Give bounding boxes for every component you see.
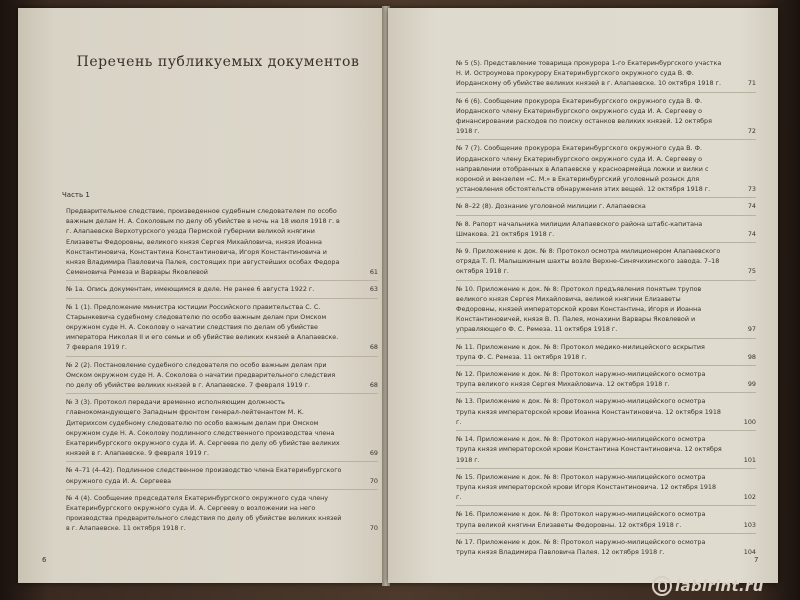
page-number-right: 7 bbox=[754, 556, 759, 564]
toc-entry-page: 68 bbox=[369, 343, 378, 352]
toc-entry bbox=[456, 342, 756, 362]
toc-separator bbox=[66, 461, 378, 462]
toc-separator bbox=[456, 505, 756, 506]
toc-separator bbox=[66, 356, 378, 357]
toc-entry bbox=[456, 143, 756, 194]
toc-entry bbox=[456, 284, 756, 335]
toc-separator bbox=[456, 468, 756, 469]
toc-entry-page: 75 bbox=[747, 267, 756, 276]
toc-separator bbox=[456, 197, 756, 198]
toc-separator bbox=[456, 242, 756, 243]
toc-separator bbox=[66, 489, 378, 490]
toc-entry-page: 100 bbox=[743, 417, 756, 426]
toc-entry-text: № 8. Рапорт начальника милиции Алапаевского района штабс-капитана Шмакова. 21 октября 1918 г. bbox=[456, 219, 703, 238]
toc-separator bbox=[456, 280, 756, 281]
toc-entry-page: 68 bbox=[369, 381, 378, 390]
toc-entry-text: № 11. Приложение к док. № 8: Протокол медико-милицейского вскрытия трупа Ф. С. Ремеза. 11 октября 1918 г. bbox=[456, 342, 705, 361]
right-page bbox=[388, 8, 778, 583]
toc-entry-page: 73 bbox=[747, 185, 756, 194]
toc-entry-text: № 1 (1). Предложение министра юстиции Российского правительства С. С. Старынкевича судебному следователю по особо важным делам при Омском окружном суде Н. А. Соколову о начатии следствия по делам об убийстве императора Николая II и его семьи и об убийстве великих князей в Алапаевске. 7 февраля 1919 г. bbox=[66, 302, 339, 352]
labirint-logo bbox=[652, 576, 764, 596]
toc-entry-page: 72 bbox=[747, 127, 756, 136]
toc-entry bbox=[456, 396, 756, 427]
page-number-left: 6 bbox=[42, 556, 47, 564]
toc-entry-text: № 13. Приложение к док. № 8: Протокол наружно-милицейского осмотра трупа князя императорской крови Иоанна Константиновича. 12 октября 1918 г. bbox=[456, 397, 721, 426]
toc-separator bbox=[456, 392, 756, 393]
toc-separator bbox=[456, 92, 756, 93]
toc-entry-text: № 2 (2). Постановление судебного следователя по особо важным делам при Омском окружном суде Н. А. Соколова о начатии предварительного следствия по делу об убийстве великих князей в г. Алапаевске. 7 февраля 1919 г. bbox=[66, 360, 336, 390]
toc-entry bbox=[66, 284, 378, 294]
toc-entry bbox=[456, 246, 756, 277]
toc-left-column bbox=[66, 206, 378, 537]
toc-entry-page: 104 bbox=[743, 547, 756, 556]
toc-entry-text: № 15. Приложение к док. № 8: Протокол наружно-милицейского осмотра трупа князя императорской крови Игоря Константиновича. 12 октября 1918 г. bbox=[456, 472, 717, 502]
toc-entry bbox=[66, 360, 378, 391]
toc-entry-text: № 8–22 (8). Дознание уголовной милиции г. Алапаевска bbox=[456, 202, 646, 211]
toc-entry-text: № 4–71 (4–42). Подлинное следственное производство члена Екатеринбургского окружного суда И. А. Сергеева bbox=[66, 466, 342, 485]
toc-entry-text: Предварительное следствие, произведенное судебным следователем по особо важным делам Н. А. Соколовым по делу об убийстве в ночь на 18 июля 1918 г. в г. Алапаевске Верхотурского уезда Пермской губернии великой княгини Елизаветы Федоровны, великого князя Сергея Михайловича, князя Иоанна Константиновича, Константина Константиновича, Игоря Константиновича и князя Владимира Павловича Палея, состоящих при августейших особах Федора Семеновича Ремеза и Варвары Яковлевой bbox=[66, 207, 340, 277]
watermark-text: labirint.ru bbox=[675, 577, 764, 595]
toc-entry bbox=[66, 397, 378, 458]
toc-separator bbox=[456, 215, 756, 216]
toc-separator bbox=[66, 298, 378, 299]
toc-entry-text: № 7 (7). Сообщение прокурора Екатеринбургского окружного суда В. Ф. Иорданского члену Екатеринбургского окружного суда И. А. Сергееву о направлении отобранных в Алапаевске у красноармейца ложки и вилки с короной и вензелем «С. М.» в Екатеринбургский уголовный розыск для установления обстоятельств обнаружения этих вещей. 12 октября 1918 г. bbox=[456, 144, 711, 194]
toc-entry bbox=[66, 493, 378, 534]
toc-entry bbox=[456, 58, 756, 89]
toc-entry-page: 61 bbox=[369, 268, 378, 277]
toc-entry-page: 97 bbox=[747, 325, 756, 334]
toc-entry-text: № 14. Приложение к док. № 8: Протокол наружно-милицейского осмотра трупа князя императорской крови Константина Константиновича. 12 октября 1918 г. bbox=[456, 435, 722, 464]
toc-entry-page: 101 bbox=[743, 455, 756, 464]
toc-entry-text: № 12. Приложение к док. № 8: Протокол наружно-милицейского осмотра трупа великого князя Сергея Михайловича. 12 октября 1918 г. bbox=[456, 370, 706, 389]
toc-entry bbox=[456, 96, 756, 137]
toc-entry-text: № 17. Приложение к док. № 8: Протокол наружно-милицейского осмотра трупа князя Владимира Павловича Палея. 12 октября 1918 г. bbox=[456, 537, 706, 556]
toc-entry bbox=[456, 201, 756, 211]
toc-entry-page: 103 bbox=[743, 520, 756, 529]
toc-entry bbox=[66, 206, 378, 277]
part-label: Часть 1 bbox=[62, 191, 90, 199]
toc-entry-page: 98 bbox=[747, 352, 756, 361]
toc-separator bbox=[456, 533, 756, 534]
toc-separator bbox=[456, 430, 756, 431]
toc-separator bbox=[66, 393, 378, 394]
toc-entry-text: № 16. Приложение к док. № 8: Протокол наружно-милицейского осмотра трупа великой княгини Елизаветы Федоровны. 12 октября 1918 г. bbox=[456, 510, 706, 529]
toc-entry-page: 102 bbox=[743, 493, 756, 502]
toc-entry-page: 69 bbox=[369, 449, 378, 458]
toc-entry-page: 70 bbox=[369, 476, 378, 485]
toc-entry-text: № 1а. Опись документам, имеющимся в деле. Не ранее 6 августа 1922 г. bbox=[66, 285, 315, 294]
toc-separator bbox=[456, 365, 756, 366]
toc-separator bbox=[456, 139, 756, 140]
toc-entry-page: 74 bbox=[747, 202, 756, 211]
toc-entry-text: № 9. Приложение к док. № 8: Протокол осмотра милиционером Алапаевского отряда Т. П. Малышкиным шахты возле Верхне-Синячихинского завода. 7–18 октября 1918 г. bbox=[456, 247, 721, 276]
toc-entry bbox=[456, 219, 756, 239]
toc-entry-text: № 5 (5). Представление товарища прокурора 1-го Екатеринбургского участка Н. И. Остроумова прокурору Екатеринбургского окружного суда В. Ф. Иорданскому об убийстве великих князей в г. Алапаевске. 10 октября 1918 г. bbox=[456, 59, 722, 88]
page-title: Перечень публикуемых документов bbox=[76, 54, 360, 70]
toc-entry-text: № 3 (3). Протокол передачи временно исполняющим должность главнокомандующего Западным фронтом генерал-лейтенантом М. К. Дитерихсом судебному следователю по особо важным делам при Омском окружном суде Н. А. Соколову подлинного следственного производства члена Екатеринбургского окружного суда И. А. Сергеева по делу об убийстве великих князей в г. Алапаевске. 9 февраля 1919 г. bbox=[66, 398, 340, 458]
toc-entry-page: 74 bbox=[747, 229, 756, 238]
toc-entry bbox=[456, 472, 756, 503]
toc-separator bbox=[66, 280, 378, 281]
toc-separator bbox=[456, 338, 756, 339]
toc-entry-page: 63 bbox=[369, 285, 378, 294]
toc-entry bbox=[66, 465, 378, 485]
toc-entry bbox=[456, 369, 756, 389]
toc-entry-page: 71 bbox=[747, 79, 756, 88]
toc-entry-page: 70 bbox=[369, 524, 378, 533]
toc-entry-page: 99 bbox=[747, 380, 756, 389]
toc-entry bbox=[456, 509, 756, 529]
labirint-logo-icon bbox=[652, 576, 672, 596]
toc-entry-text: № 6 (6). Сообщение прокурора Екатеринбургского окружного суда В. Ф. Иорданского члену Екатеринбургского окружного суда И. А. Сергееву о финансировании расходов по поиску останков великих князей. 12 октября 1918 г. bbox=[456, 96, 712, 136]
toc-entry-text: № 4 (4). Сообщение председателя Екатеринбургского окружного суда члену Екатеринбургского окружного суда И. А. Сергееву о возложении на него производства предварительного следствия по делу об убийстве великих князей в г. Алапаевске. 11 октября 1918 г. bbox=[66, 493, 342, 533]
left-page bbox=[18, 8, 386, 583]
toc-entry-text: № 10. Приложение к док. № 8: Протокол предъявления понятым трупов великого князя Сергея Михайловича, великой княгини Елизаветы Федоровны, князей императорской крови Константина, Игоря и Иоанна Константиновичей, князя В. П. Палея, монахини Варвары Яковлевой и управляющего Ф. С. Ремеза. 11 октября 1918 г. bbox=[456, 284, 702, 334]
toc-entry bbox=[456, 537, 756, 557]
toc-right-column bbox=[456, 58, 756, 560]
toc-entry bbox=[456, 434, 756, 465]
toc-entry bbox=[66, 302, 378, 353]
